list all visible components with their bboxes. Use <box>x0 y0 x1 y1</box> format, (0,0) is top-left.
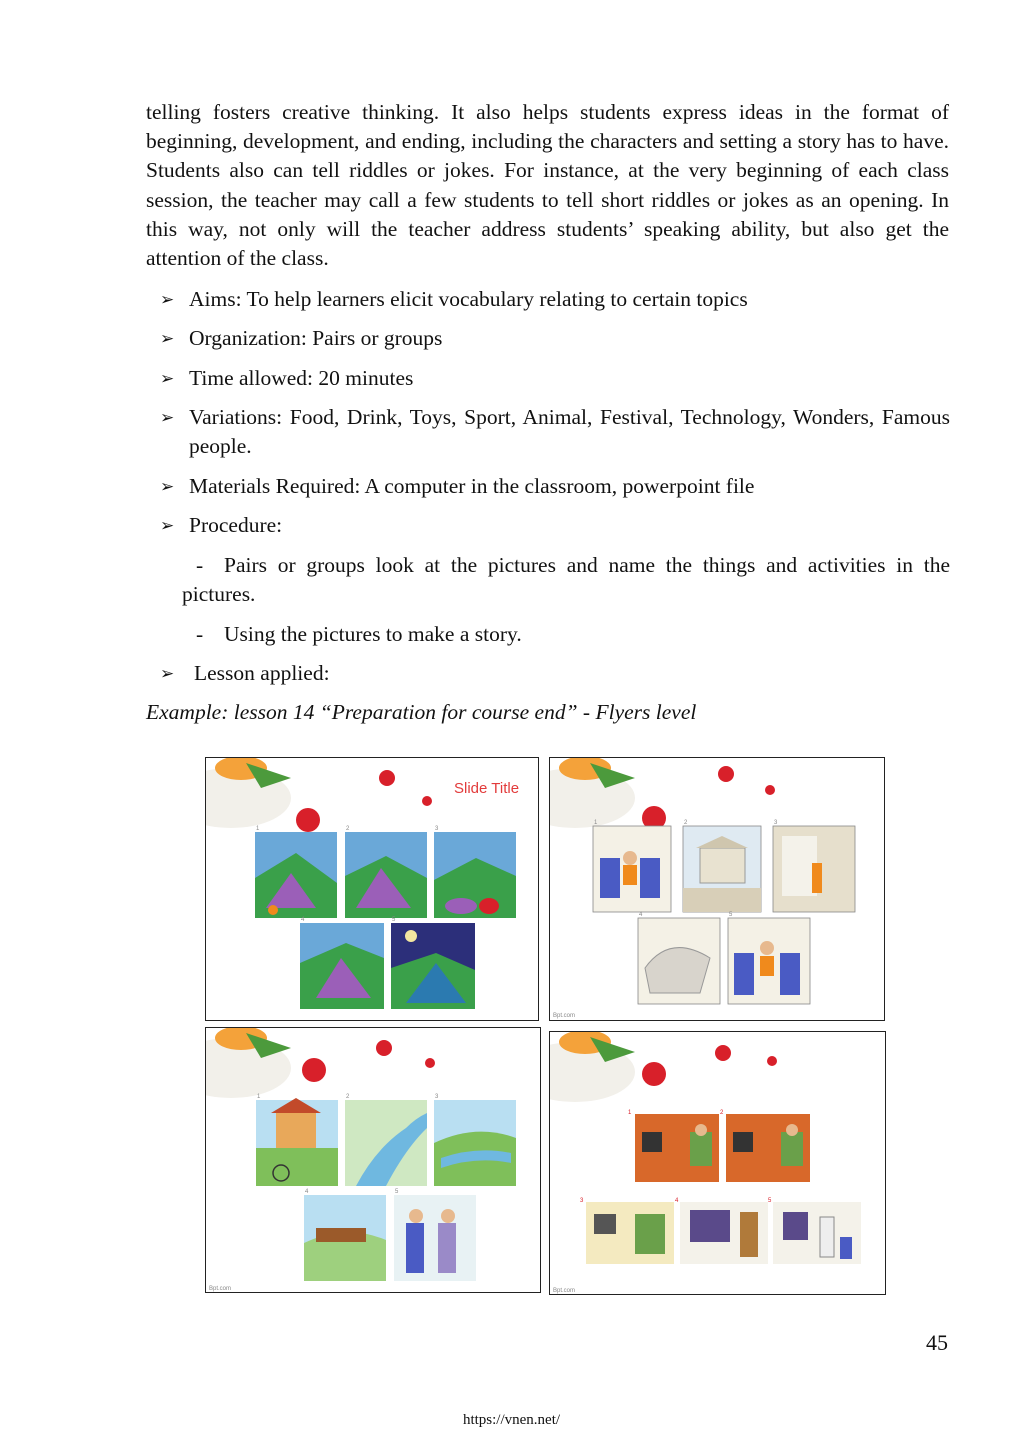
slide-museum <box>549 757 885 1021</box>
panel-number: 1 <box>628 1110 632 1116</box>
footer-url[interactable]: https://vnen.net/ <box>462 1412 561 1428</box>
dash-marker: - <box>196 553 204 577</box>
bullet-text: Variations: Food, Drink, Toys, Sport, Animal, Festival, Technology, Wonders, Famous people. <box>189 405 950 459</box>
panel-number: 3 <box>435 1094 439 1100</box>
slide-camping-art <box>206 758 539 1021</box>
panel-number: 3 <box>774 820 778 826</box>
panel-number: 4 <box>639 912 643 918</box>
slide-museum-art <box>550 758 885 1021</box>
bullet-materials <box>160 472 950 501</box>
slide-camping <box>205 757 539 1021</box>
panel-number: 5 <box>729 912 733 918</box>
bullet-text: Organization: Pairs or groups <box>189 326 443 350</box>
panel-number: 1 <box>594 820 598 826</box>
panel-number: 4 <box>675 1198 679 1204</box>
panel-number: 1 <box>256 826 260 832</box>
dash-marker: - <box>196 622 204 646</box>
bullet-procedure <box>160 511 950 540</box>
bullet-organization <box>160 324 950 353</box>
slide-bike-trip <box>205 1027 541 1293</box>
panel-number: 3 <box>435 826 439 832</box>
bullet-lesson <box>160 659 950 688</box>
panel-number: 1 <box>257 1094 261 1100</box>
arrow-bullet-icon: ➢ <box>160 408 175 427</box>
panel-number: 5 <box>392 917 396 923</box>
arrow-bullet-icon: ➢ <box>160 329 175 348</box>
body-paragraph: telling fosters creative thinking. It also helps students express ideas in the format of beginning, development, and ending, including the characters and setting a story has to have. Students also can tell riddles or jokes. For instance, at the very beginning of each class session, the teacher may call a few students to tell short riddles or jokes as an opening. In this way, not only will the teacher address students’ speaking ability, but also get the attention of the class. <box>146 100 949 271</box>
bullet-text: Materials Required: A computer in the classroom, powerpoint file <box>189 474 755 498</box>
arrow-bullet-icon: ➢ <box>160 477 175 496</box>
procedure-step-1 <box>182 551 950 609</box>
slide-bike-art <box>206 1028 541 1293</box>
example-caption: Example: lesson 14 “Preparation for course end” - Flyers level <box>146 700 697 724</box>
procedure-step-2 <box>182 620 950 649</box>
panel-number: 3 <box>580 1198 584 1204</box>
bullet-variations <box>160 403 950 461</box>
slide-tv-room <box>549 1031 886 1295</box>
panel-number: 5 <box>768 1198 772 1204</box>
watermark: Bpt.com <box>209 1286 232 1292</box>
watermark: Bpt.com <box>553 1013 576 1019</box>
panel-number: 2 <box>720 1110 724 1116</box>
bullet-text: Time allowed: 20 minutes <box>189 366 414 390</box>
bullet-text: Lesson applied: <box>194 661 330 685</box>
slide-tv-art <box>550 1032 886 1295</box>
arrow-bullet-icon: ➢ <box>160 664 175 683</box>
panel-number: 4 <box>305 1189 309 1195</box>
panel-number: 4 <box>301 917 305 923</box>
bullet-time <box>160 364 950 393</box>
arrow-bullet-icon: ➢ <box>160 290 175 309</box>
bullet-text: Procedure: <box>189 513 283 537</box>
panel-number: 5 <box>395 1189 399 1195</box>
bullet-text: Aims: To help learners elicit vocabulary relating to certain topics <box>189 287 748 311</box>
panel-number: 2 <box>684 820 688 826</box>
watermark: Bpt.com <box>553 1288 576 1294</box>
panel-number: 2 <box>346 1094 350 1100</box>
panel-number: 2 <box>346 826 350 832</box>
step-text: Using the pictures to make a story. <box>224 622 522 646</box>
slide-title: Slide Title <box>454 780 520 797</box>
bullet-aims <box>160 285 950 314</box>
arrow-bullet-icon: ➢ <box>160 516 175 535</box>
step-text: Pairs or groups look at the pictures and name the things and activities in the pictures. <box>182 553 950 607</box>
page-number: 45 <box>926 1330 948 1355</box>
arrow-bullet-icon: ➢ <box>160 369 175 388</box>
